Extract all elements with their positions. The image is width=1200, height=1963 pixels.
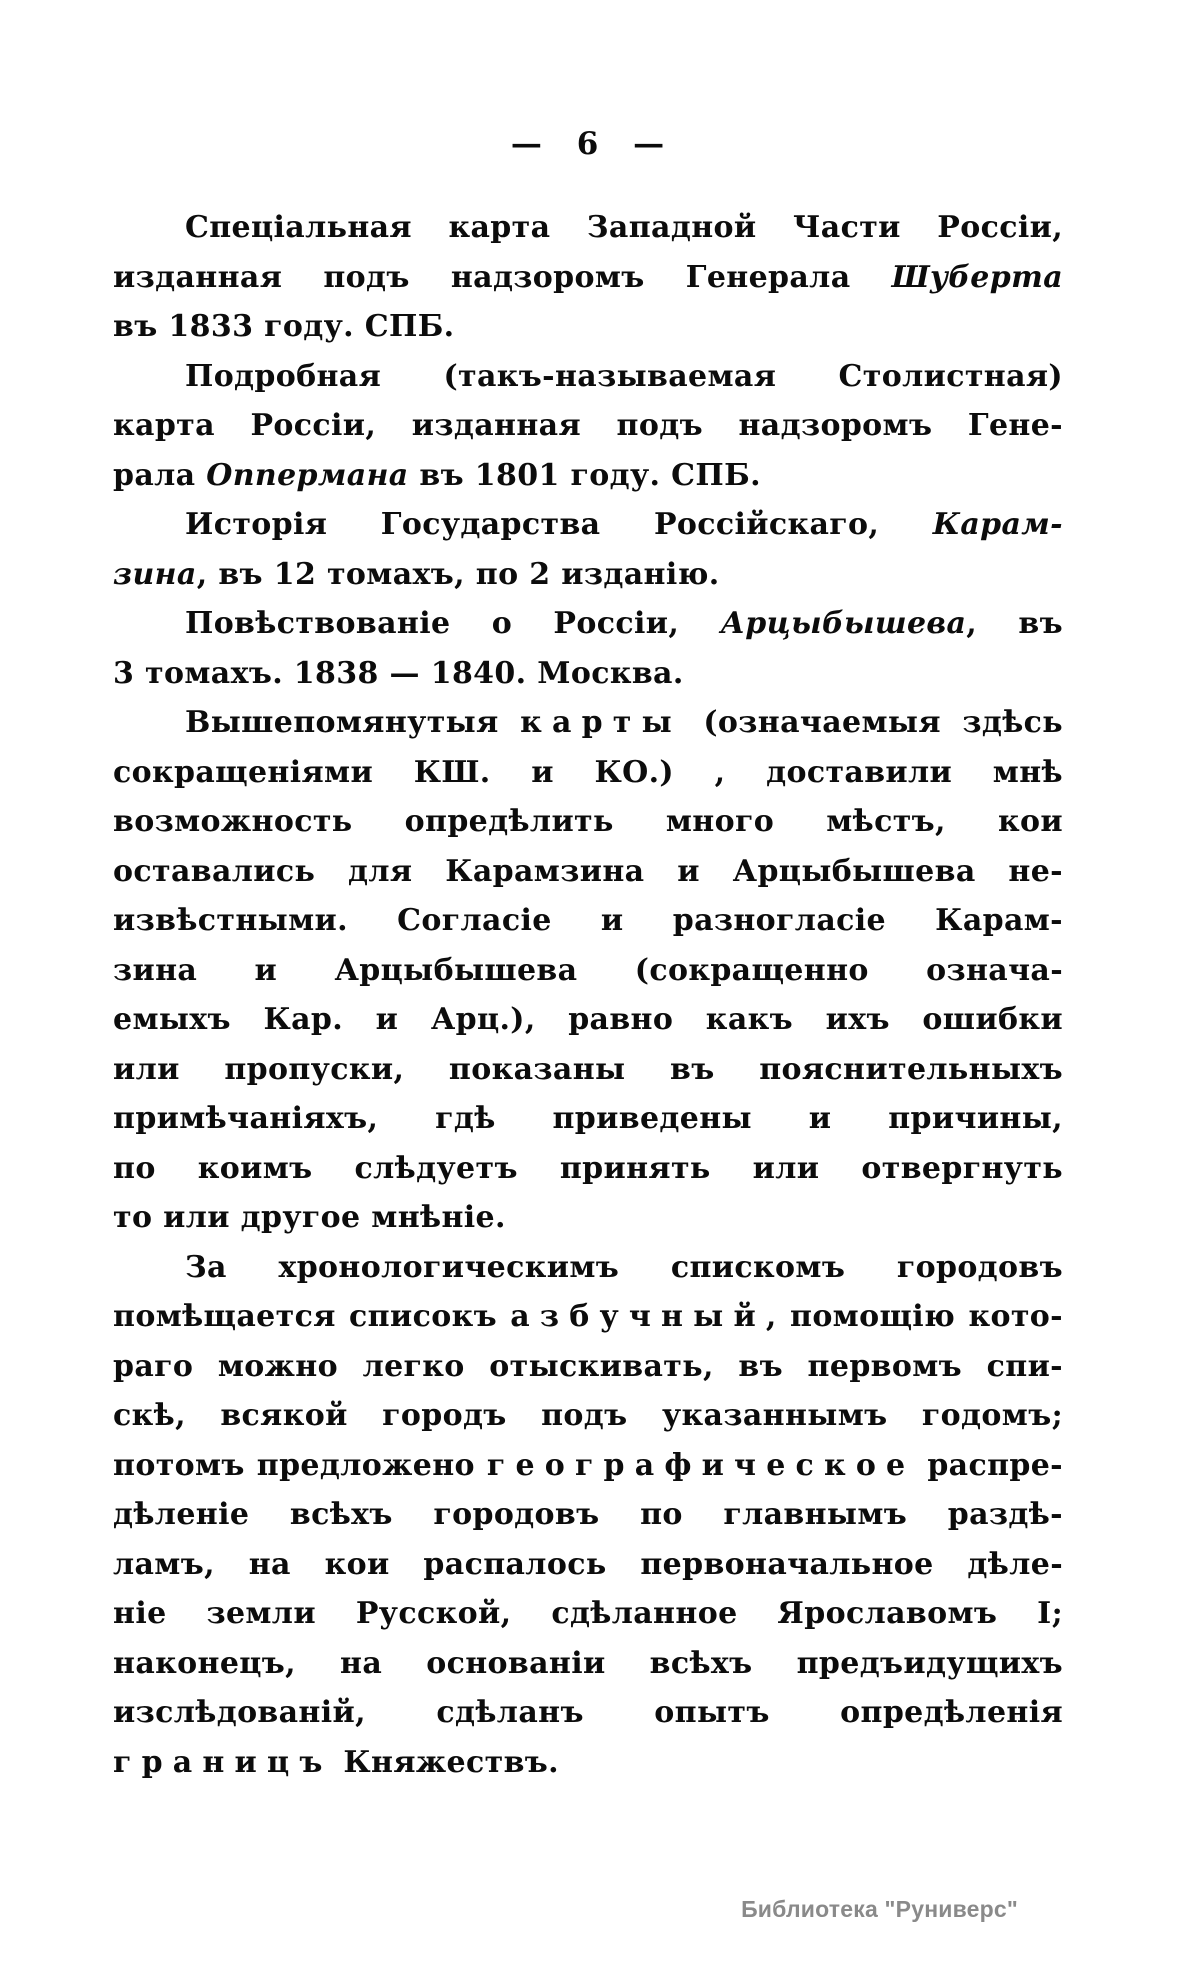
text-line [113, 748, 1063, 798]
text-line [113, 1094, 1063, 1144]
text-segment: извѣстными. Согласіе и разногласіе Карам- [113, 903, 1063, 938]
italic-text-segment: Шуберта [891, 259, 1063, 295]
text-segment: Исторія Государства Россійскаго, [185, 507, 933, 542]
text-segment: ламъ, на кои распалось первоначальное дѣле- [113, 1546, 1063, 1582]
text-segment: помѣщается списокъ [113, 1299, 511, 1334]
text-line [113, 451, 1063, 501]
text-segment: изданная подъ надзоромъ Генерала [113, 259, 892, 295]
text-segment: рала [113, 457, 207, 493]
italic-text-segment: Карам- [932, 507, 1063, 542]
text-segment: Княжествъ. [332, 1744, 559, 1780]
spaced-text-segment: азбучный [510, 1299, 766, 1334]
text-segment: въ 1833 году. СПБ. [113, 309, 455, 344]
text-line [113, 1193, 1063, 1243]
text-line [113, 1441, 1063, 1491]
text-line [113, 500, 1063, 550]
text-segment: 3 томахъ. 1838 — 1840. Москва. [113, 655, 684, 691]
text-segment: раго можно легко отыскивать, въ первомъ спи- [113, 1348, 1063, 1384]
text-segment: изслѣдованій, сдѣланъ опытъ опредѣленія [113, 1695, 1063, 1730]
text-segment: , въ 12 томахъ, по 2 изданію. [196, 556, 720, 592]
spaced-text-segment: границъ [113, 1744, 333, 1780]
text-block [113, 203, 1063, 1787]
text-segment: въ 1801 году. СПБ. [408, 457, 761, 493]
page-number: — 6 — [510, 126, 666, 162]
library-watermark: Библиотека "Руниверс" [741, 1896, 1018, 1922]
text-line [113, 550, 1063, 600]
italic-text-segment: зина [113, 556, 197, 592]
text-line [113, 1292, 1063, 1342]
text-line [113, 1144, 1063, 1194]
text-line [113, 1490, 1063, 1540]
text-segment: (означаемыя здѣсь [681, 705, 1063, 740]
text-segment: потомъ предложено [113, 1447, 487, 1483]
text-segment: карта Россіи, изданная подъ надзоромъ Гене- [113, 408, 1063, 443]
text-line [113, 1589, 1063, 1639]
text-segment: Спеціальная карта Западной Части Россіи, [185, 210, 1063, 245]
text-line [113, 1045, 1063, 1095]
text-line [113, 1243, 1063, 1293]
text-line [113, 1540, 1063, 1590]
text-segment: по коимъ слѣдуетъ принять или отвергнуть [113, 1150, 1063, 1186]
text-segment: возможность опредѣлить много мѣстъ, кои [113, 804, 1063, 839]
text-segment: оставались для Карамзина и Арцыбышева не- [113, 853, 1063, 889]
text-line [113, 896, 1063, 946]
text-segment: распре- [915, 1447, 1063, 1483]
text-segment: наконецъ, на основаніи всѣхъ предъидущихъ [113, 1645, 1063, 1681]
text-line [113, 995, 1063, 1045]
text-line [113, 1688, 1063, 1738]
italic-text-segment: Оппермана [206, 457, 409, 493]
text-line [113, 649, 1063, 699]
text-line [113, 1738, 1063, 1788]
text-line [113, 797, 1063, 847]
text-segment: , въ [966, 606, 1063, 641]
text-segment: сокращеніями КШ. и КО.) , доставили мнѣ [113, 754, 1063, 790]
text-line [113, 946, 1063, 996]
text-line [113, 599, 1063, 649]
text-line [113, 1639, 1063, 1689]
text-line [113, 302, 1063, 352]
text-segment: Вышепомянутыя [185, 705, 521, 740]
text-segment: то или другое мнѣніе. [113, 1200, 506, 1235]
text-line [113, 698, 1063, 748]
text-line [113, 203, 1063, 253]
text-segment: Повѣствованіе о Россіи, [185, 606, 721, 641]
italic-text-segment: Арцыбышева [720, 606, 967, 641]
text-segment: зина и Арцыбышева (сокращенно означа- [113, 952, 1063, 988]
text-line [113, 253, 1063, 303]
text-line [113, 401, 1063, 451]
text-segment: , помощію кото- [765, 1299, 1063, 1334]
text-line [113, 1342, 1063, 1392]
text-segment: скѣ, всякой городъ подъ указаннымъ годомъ; [113, 1398, 1063, 1433]
spaced-text-segment: географическое [486, 1447, 916, 1483]
text-segment: За хронологическимъ спискомъ городовъ [185, 1249, 1063, 1285]
text-line [113, 1391, 1063, 1441]
text-segment: ніе земли Русской, сдѣланное Ярославомъ I; [113, 1596, 1063, 1631]
text-segment: или пропуски, показаны въ пояснительныхъ [113, 1051, 1063, 1087]
text-line [113, 847, 1063, 897]
text-segment: емыхъ Кар. и Арц.), равно какъ ихъ ошибки [113, 1002, 1063, 1037]
text-segment: Подробная (такъ-называемая Столистная) [185, 358, 1063, 394]
text-segment: примѣчаніяхъ, гдѣ приведены и причины, [113, 1101, 1063, 1136]
spaced-text-segment: карты [520, 705, 682, 740]
text-line [113, 352, 1063, 402]
text-segment: дѣленіе всѣхъ городовъ по главнымъ раздѣ- [113, 1497, 1063, 1532]
